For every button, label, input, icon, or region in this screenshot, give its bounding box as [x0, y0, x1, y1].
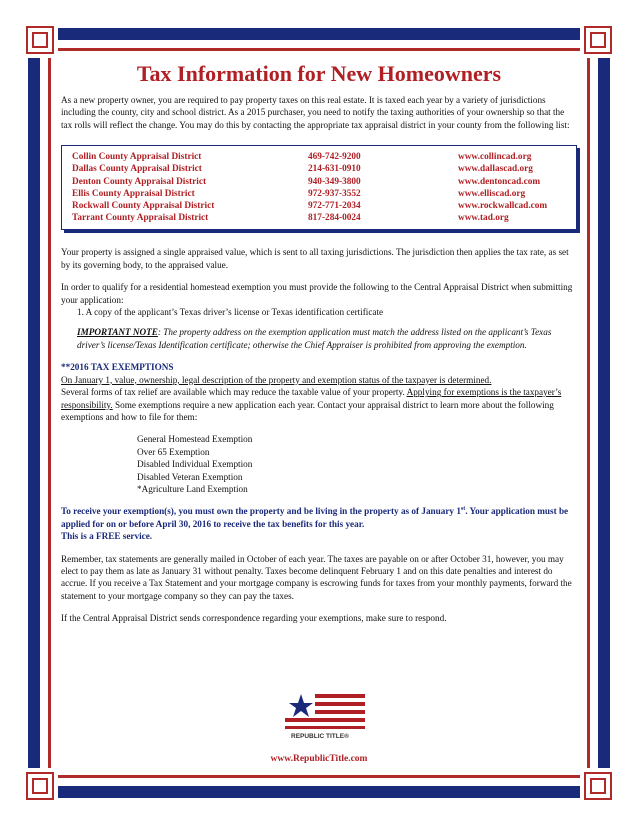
document-body: [61, 60, 577, 625]
district-phone: 469-742-9200: [308, 152, 361, 163]
important-note-text: : The property address on the exemption application must match the address listed on the applicant’s Texas driver’s license/Texas Identification certificate; otherwise the Chief Appraiser is prohibited from approving the exemption.: [77, 327, 552, 350]
deadline-paragraph: [61, 505, 577, 542]
district-phone: 940-349-3800: [308, 176, 361, 187]
district-name: Rockwall County Appraisal District: [72, 201, 215, 212]
exemption-item: Over 65 Exemption: [137, 446, 210, 457]
corner-ornament-top-right: [580, 22, 616, 58]
district-phone: 972-937-3552: [308, 188, 361, 199]
district-website[interactable]: www.dentoncad.com: [458, 176, 541, 187]
correspondence-paragraph: If the Central Appraisal District sends correspondence regarding your exemptions, make sure to respond.: [61, 613, 447, 624]
district-phone: 817-284-0024: [308, 213, 361, 224]
district-row: [72, 151, 566, 163]
exemptions-text-a: Several forms of tax relief are available which may reduce the taxable value of your property.: [61, 387, 407, 398]
intro-paragraph: As a new property owner, you are required to pay property taxes on this real estate. It is taxed each year by a variety of jurisdictions including the county, city and school district. As a 2015 purchaser, you need to notify the taxing authorities of your ownership so that the tax rolls will reflect the change. You may do this by contacting the appropriate tax appraisal district in your county from the following list:: [61, 95, 570, 130]
district-row: [72, 212, 566, 224]
tax-statements-paragraph: Remember, tax statements are generally mailed in October of each year. The taxes are payable on or after October 31, however, you may elect to pay them as late as January 31 without penalty. Taxes become delinquent February 1 and on this date penalties and interest do accrue. If you receive a Tax Statement and your mortgage company is escrowing funds for taxes from your monthly payments, forward the statement to your mortgage company so they can pay the taxes.: [61, 553, 572, 601]
district-name: Collin County Appraisal District: [72, 152, 202, 163]
appraised-value-paragraph: Your property is assigned a single appraised value, which is sent to all taxing jurisdictions. The jurisdiction then applies the tax rate, as set by its governing body, to the appraised value.: [61, 247, 569, 270]
homestead-paragraph: In order to qualify for a residential homestead exemption you must provide the following to the Central Appraisal District when submitting your application:: [61, 282, 573, 305]
exemption-list: [61, 433, 577, 495]
deadline-text-b: . Your application must be applied for on or before April 30, 2016 to receive the tax benefits for this year.: [61, 506, 569, 529]
important-note: [77, 326, 577, 351]
requirement-item: 1. A copy of the applicant’s Texas driver’s license or Texas identification certificate: [77, 307, 384, 318]
district-phone: 214-631-0910: [308, 164, 361, 175]
district-website[interactable]: www.rockwallcad.com: [458, 201, 548, 212]
deadline-text-a: To receive your exemption(s), you must own the property and be living in the property as of January 1: [61, 506, 461, 517]
corner-ornament-top-left: [22, 22, 58, 58]
district-name: Dallas County Appraisal District: [72, 164, 202, 175]
exemption-item: Disabled Individual Exemption: [137, 459, 253, 470]
corner-ornament-bottom-left: [22, 768, 58, 804]
district-name: Tarrant County Appraisal District: [72, 213, 209, 224]
free-service-text: This is a FREE service.: [61, 531, 153, 542]
republic-title-logo: [285, 692, 367, 742]
district-row: [72, 176, 566, 188]
logo-wordmark: REPUBLIC TITLE®: [291, 733, 349, 740]
district-website[interactable]: www.collincad.org: [458, 152, 532, 163]
district-name: Ellis County Appraisal District: [72, 188, 195, 199]
corner-ornament-bottom-right: [580, 768, 616, 804]
exemption-item: *Agriculture Land Exemption: [137, 483, 248, 494]
exemptions-title: **2016 TAX EXEMPTIONS: [61, 362, 174, 373]
important-note-label: IMPORTANT NOTE: [77, 327, 158, 338]
district-row: [72, 163, 566, 175]
district-phone: 972-771-2034: [308, 201, 361, 212]
deadline-superscript: st: [460, 506, 466, 513]
district-website[interactable]: www.dallascad.org: [458, 164, 533, 175]
district-name: Denton County Appraisal District: [72, 176, 207, 187]
exemptions-text-c: Some exemptions require a new application each year. Contact your appraisal district to learn more about the following exemptions and how to file for them:: [61, 399, 554, 422]
district-row: [72, 200, 566, 212]
exemptions-paragraph: [61, 386, 577, 423]
exemption-item: General Homestead Exemption: [137, 434, 253, 445]
exemptions-determination: On January 1, value, ownership, legal description of the property and exemption status of the taxpayer is determined.: [61, 374, 492, 385]
footer-website-link[interactable]: www.RepublicTitle.com: [270, 754, 368, 764]
district-website[interactable]: www.elliscad.org: [458, 188, 526, 199]
page-title: Tax Information for New Homeowners: [136, 61, 502, 86]
exemption-item: Disabled Veteran Exemption: [137, 471, 243, 482]
district-row: [72, 188, 566, 200]
district-table: [61, 145, 577, 230]
district-website[interactable]: www.tad.org: [458, 213, 509, 224]
exemptions-responsibility: Applying for exemptions is the taxpayer’s responsibility.: [61, 387, 562, 410]
